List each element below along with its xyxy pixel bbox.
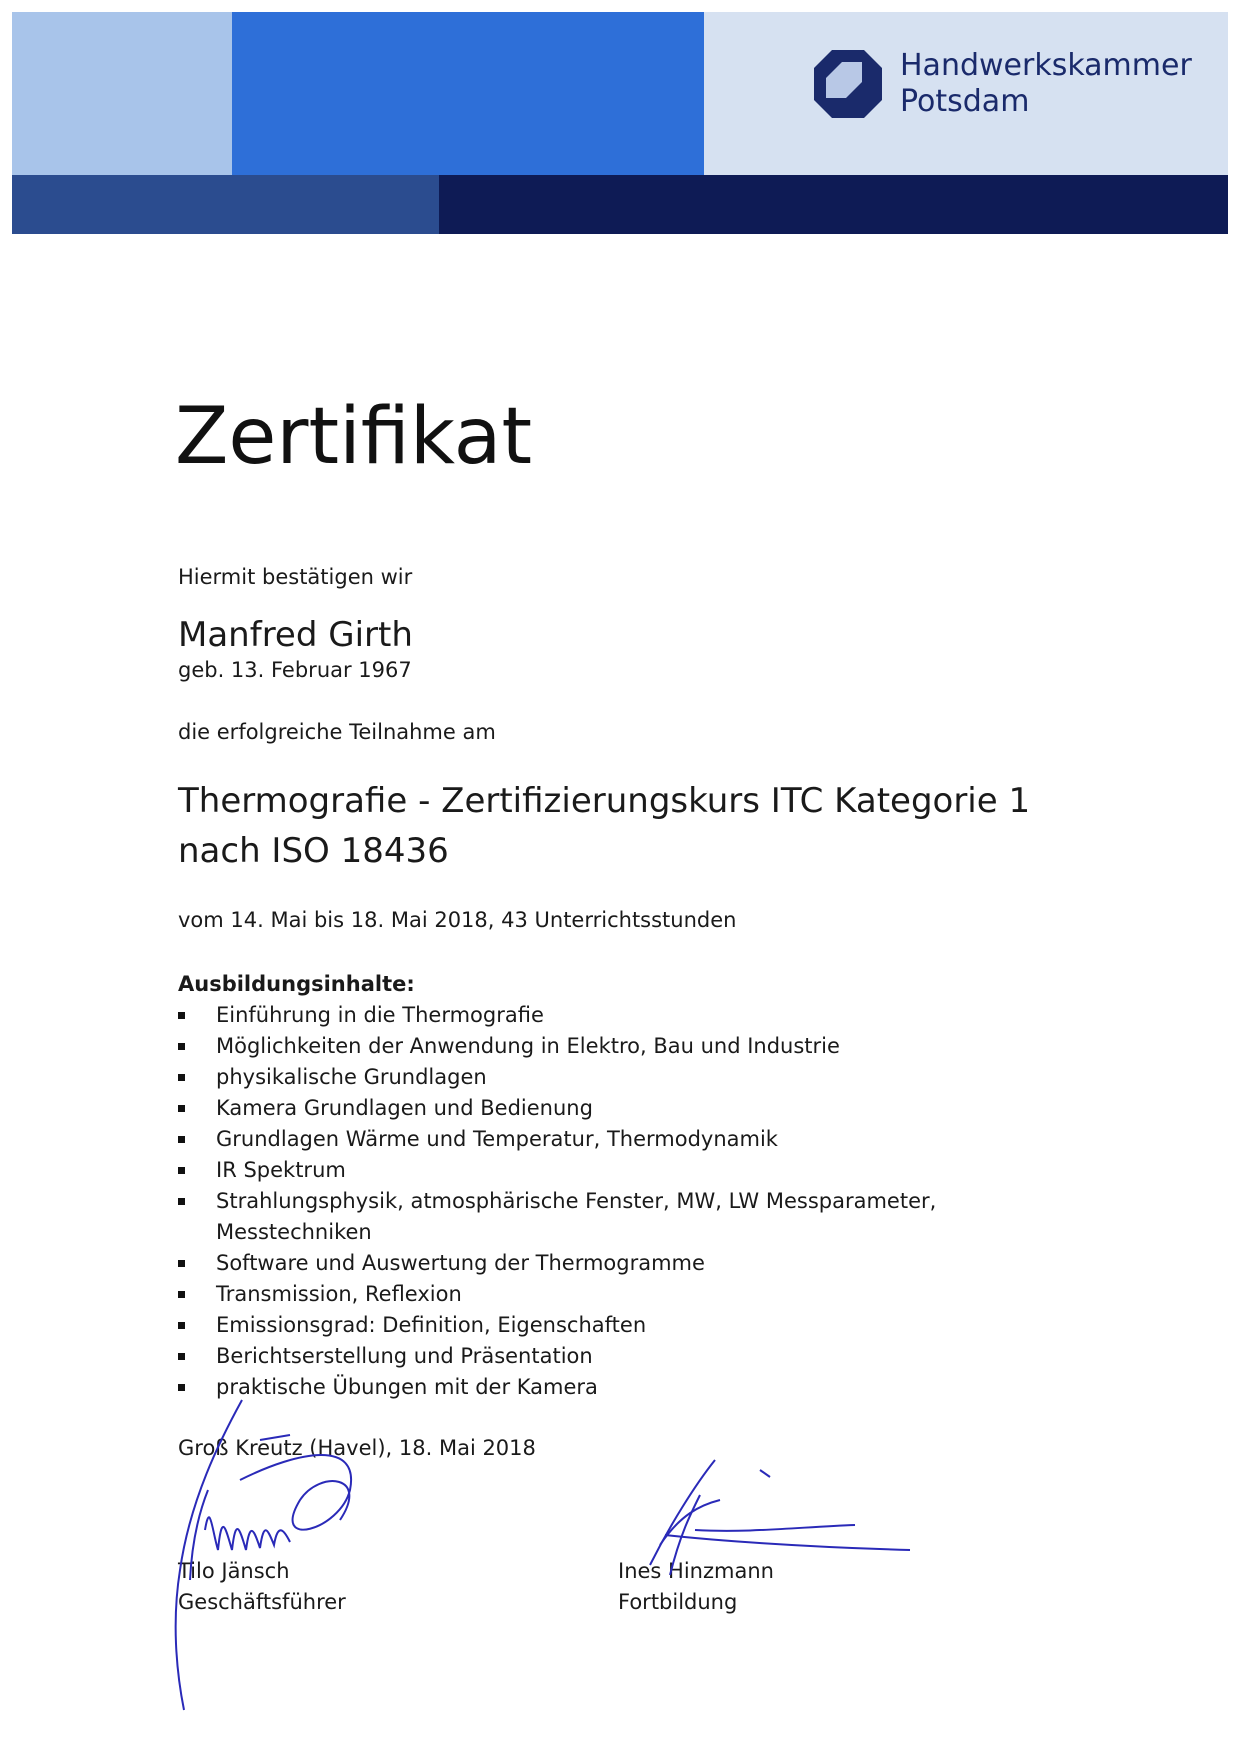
list-item (178, 1310, 938, 1341)
contents-heading: Ausbildungsinhalte: (178, 972, 415, 996)
list-item-text: Software und Auswertung der Thermogramme (216, 1251, 705, 1275)
list-item-text: Einführung in die Thermografie (216, 1003, 544, 1027)
course-title (178, 776, 1078, 876)
signatory-right (618, 1556, 774, 1618)
banner-block-light (12, 12, 232, 175)
list-item-text: Emissionsgrad: Definition, Eigenschaften (216, 1313, 647, 1337)
signatory-left (178, 1556, 346, 1618)
brand-line-1: Handwerkskammer (900, 48, 1192, 83)
place-date: Groß Kreutz (Havel), 18. Mai 2018 (178, 1436, 536, 1460)
list-item-text: IR Spektrum (216, 1158, 346, 1182)
list-item (178, 1124, 938, 1155)
course-title-line-1: Thermografie - Zertifizierungskurs ITC Kategorie 1 (178, 781, 1031, 821)
signatory-left-name: Tilo Jänsch (178, 1559, 290, 1583)
bullet-icon (178, 1291, 185, 1298)
signatory-right-role: Fortbildung (618, 1590, 738, 1614)
course-dates: vom 14. Mai bis 18. Mai 2018, 43 Unterrichtsstunden (178, 908, 737, 932)
brand-name (900, 48, 1192, 120)
intro-text: Hiermit bestätigen wir (178, 565, 413, 589)
list-item (178, 1093, 938, 1124)
list-item-text: praktische Übungen mit der Kamera (216, 1375, 598, 1399)
banner-stripe-navy (439, 175, 1228, 234)
signatory-left-role: Geschäftsführer (178, 1590, 346, 1614)
list-item-text: Strahlungsphysik, atmosphärische Fenster, MW, LW Messparameter, Messtechniken (216, 1189, 937, 1244)
list-item (178, 1062, 938, 1093)
list-item (178, 1186, 938, 1248)
bullet-icon (178, 1260, 185, 1267)
participation-text: die erfolgreiche Teilnahme am (178, 720, 496, 744)
recipient-name: Manfred Girth (178, 615, 413, 655)
course-title-line-2: nach ISO 18436 (178, 831, 449, 871)
list-item-text: Kamera Grundlagen und Bedienung (216, 1096, 593, 1120)
header-banner (12, 12, 1228, 234)
bullet-icon (178, 1074, 185, 1081)
list-item (178, 1372, 938, 1403)
bullet-icon (178, 1012, 185, 1019)
bullet-icon (178, 1043, 185, 1050)
signatory-right-name: Ines Hinzmann (618, 1559, 774, 1583)
bullet-icon (178, 1384, 185, 1391)
list-item (178, 1000, 938, 1031)
list-item-text: Berichtserstellung und Präsentation (216, 1344, 593, 1368)
list-item (178, 1248, 938, 1279)
banner-stripe-dark (12, 175, 439, 234)
list-item-text: Möglichkeiten der Anwendung in Elektro, Bau und Industrie (216, 1034, 840, 1058)
banner-block-blue (232, 12, 704, 175)
bullet-icon (178, 1322, 185, 1329)
list-item (178, 1155, 938, 1186)
bullet-icon (178, 1105, 185, 1112)
list-item (178, 1341, 938, 1372)
list-item-text: Grundlagen Wärme und Temperatur, Thermodynamik (216, 1127, 778, 1151)
bullet-icon (178, 1136, 185, 1143)
list-item (178, 1031, 938, 1062)
certificate-title: Zertifikat (175, 392, 533, 482)
list-item-text: Transmission, Reflexion (216, 1282, 462, 1306)
bullet-icon (178, 1353, 185, 1360)
list-item (178, 1279, 938, 1310)
list-item-text: physikalische Grundlagen (216, 1065, 487, 1089)
birth-date: geb. 13. Februar 1967 (178, 658, 412, 682)
handwritten-signature-left (150, 1380, 440, 1720)
bullet-icon (178, 1167, 185, 1174)
handwerkskammer-logo-icon (812, 48, 884, 120)
contents-list (178, 1000, 938, 1403)
bullet-icon (178, 1198, 185, 1205)
brand-line-2: Potsdam (900, 84, 1030, 119)
